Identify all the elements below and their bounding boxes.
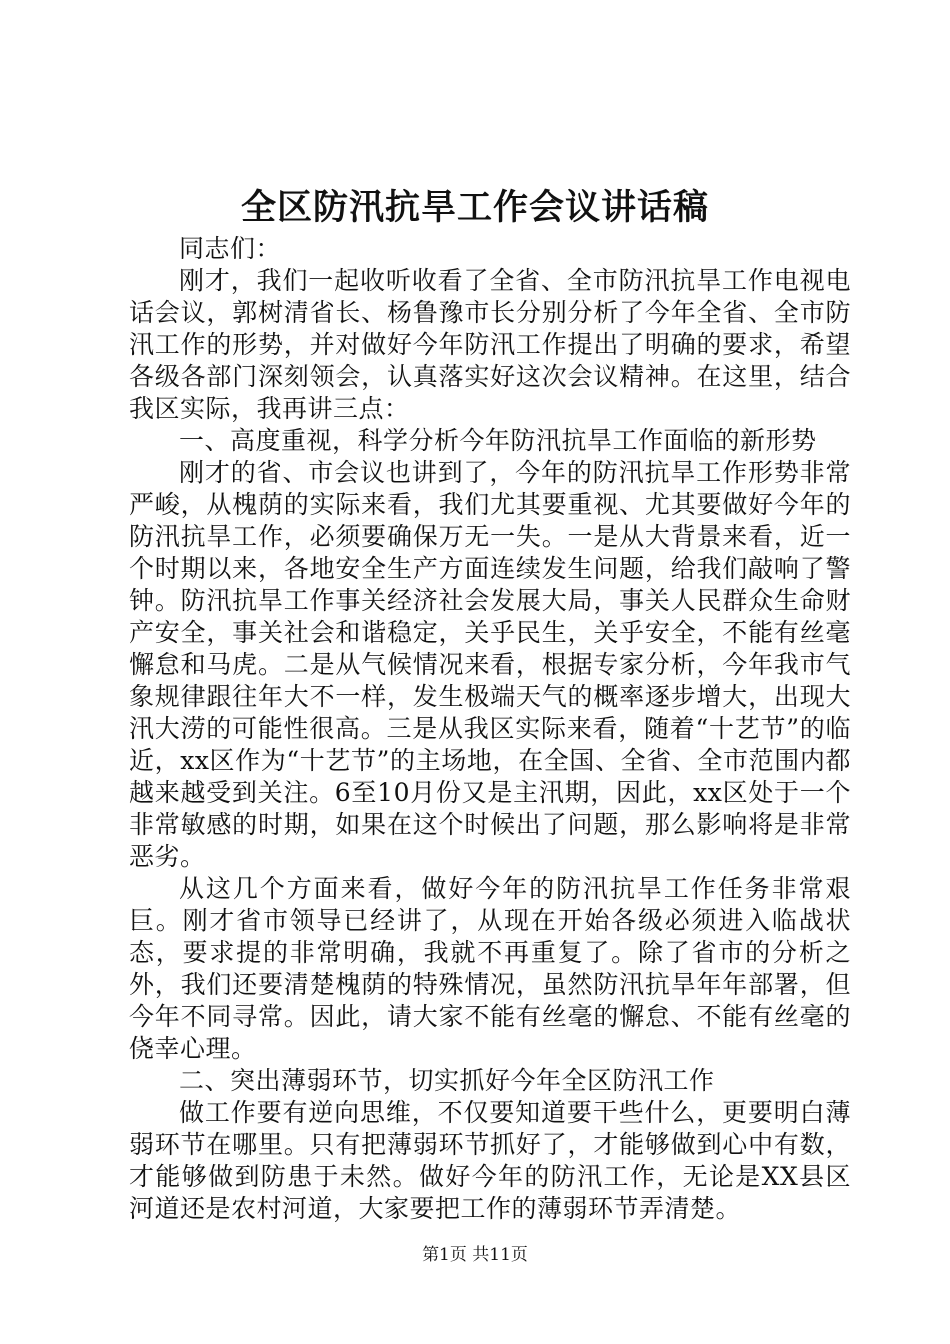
section-heading-2: 二、突出薄弱环节，切实抓好今年全区防汛工作 [179,1066,715,1095]
body-paragraph: 做工作要有逆向思维，不仅要知道要干些什么，更要明白薄弱环节在哪里。只有把薄弱环节抓好了，才能够做到心中有数，才能够做到防患于未然。做好今年的防汛工作，无论是XX县区河道还是农村河道，大家要把工作的薄弱环节弄清楚。 [129,1098,851,1223]
body-paragraph: 从这几个方面来看，做好今年的防汛抗旱工作任务非常艰巨。刚才省市领导已经讲了，从现在开始各级必须进入临战状态，要求提的非常明确，我就不再重复了。除了省市的分析之外，我们还要清楚槐荫的特殊情况，虽然防汛抗旱年年部署，但今年不同寻常。因此，请大家不能有丝毫的懈怠、不能有丝毫的侥幸心理。 [129,874,851,1063]
document-body [129,233,851,1225]
greeting-paragraph: 同志们： [179,234,282,263]
document-title: 全区防汛抗旱工作会议讲话稿 [240,187,709,228]
body-paragraph: 刚才的省、市会议也讲到了，今年的防汛抗旱工作形势非常严峻，从槐荫的实际来看，我们尤其要重视、尤其要做好今年的防汛抗旱工作，必须要确保万无一失。一是从大背景来看，近一个时期以来，各地安全生产方面连续发生问题，给我们敲响了警钟。防汛抗旱工作事关经济社会发展大局，事关人民群众生命财产安全，事关社会和谐稳定，关乎民生，关乎安全，不能有丝毫懈怠和马虎。二是从气候情况来看，根据专家分析，今年我市气象规律跟往年大不一样，发生极端天气的概率逐步增大，出现大汛大涝的可能性很高。三是从我区实际来看，随着“十艺节”的临近，xx区作为“十艺节”的主场地，在全国、全省、全市范围内都越来越受到关注。6至10月份又是主汛期，因此，xx区处于一个非常敏感的时期，如果在这个时候出了问题，那么影响将是非常恶劣。 [129,458,851,871]
page-footer: 第1页 共11页 [422,1245,528,1265]
intro-paragraph: 刚才，我们一起收听收看了全省、全市防汛抗旱工作电视电话会议，郭树清省长、杨鲁豫市长分别分析了今年全省、全市防汛工作的形势，并对做好今年防汛工作提出了明确的要求，希望各级各部门深刻领会，认真落实好这次会议精神。在这里，结合我区实际，我再讲三点： [129,266,851,423]
section-heading-1: 一、高度重视，科学分析今年防汛抗旱工作面临的新形势 [179,426,817,455]
